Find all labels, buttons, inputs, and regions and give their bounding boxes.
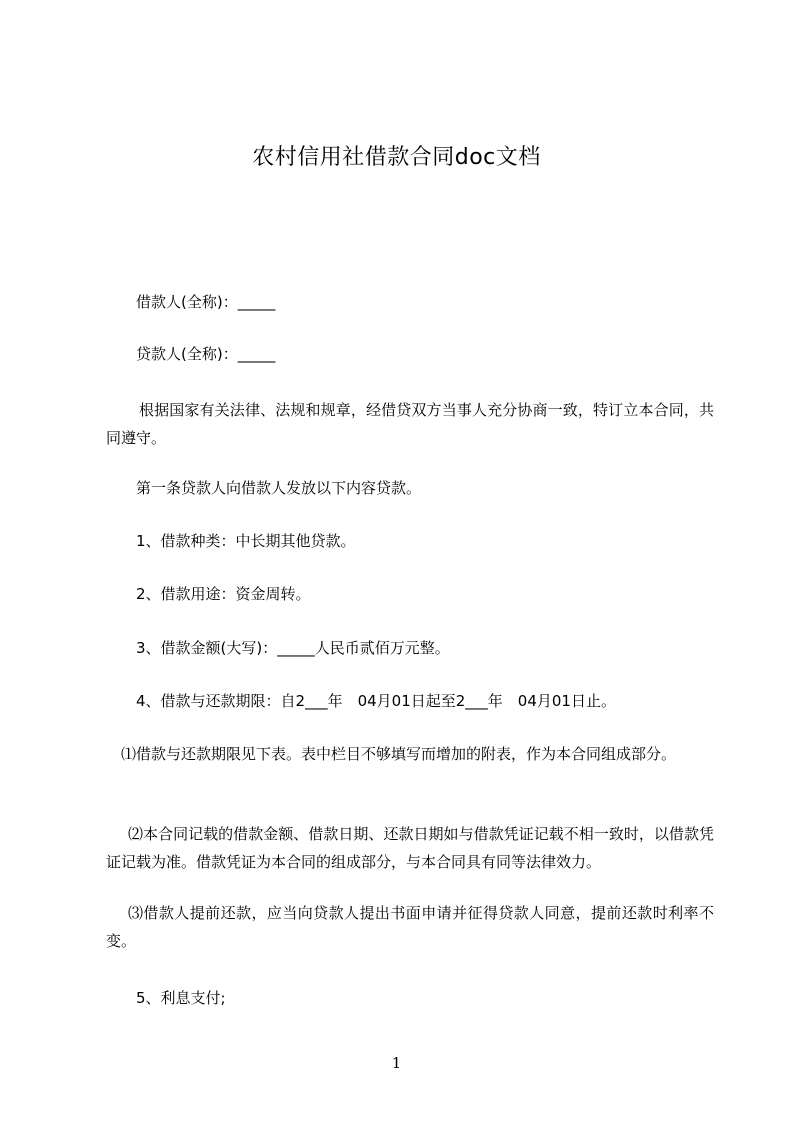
term-subclause-1: ⑴借款与还款期限见下表。表中栏目不够填写而增加的附表，作为本合同组成部分。 xyxy=(121,745,677,763)
interest-payment-item: 5、利息支付; xyxy=(136,989,226,1007)
loan-purpose-item: 2、借款用途：资金周转。 xyxy=(136,585,311,603)
loan-term-item: 4、借款与还款期限：自2___年 04月01日起至2___年 04月01日止。 xyxy=(136,692,616,710)
term-subclause-3: ⑶借款人提前还款，应当向贷款人提出书面申请并征得贷款人同意，提前还款时利率不变。 xyxy=(106,904,714,950)
article-1-heading: 第一条贷款人向借款人发放以下内容贷款。 xyxy=(136,479,422,497)
preamble-paragraph: 根据国家有关法律、法规和规章，经借贷双方当事人充分协商一致，特订立本合同，共同遵守。 xyxy=(106,401,714,447)
loan-type-item: 1、借款种类：中长期其他贷款。 xyxy=(136,532,356,550)
loan-amount-item: 3、借款金额(大写)：_____人民币贰佰万元整。 xyxy=(136,639,450,657)
lender-field: 贷款人(全称)：_____ xyxy=(136,345,276,363)
term-subclause-2: ⑵本合同记载的借款金额、借款日期、还款日期如与借款凭证记载不相一致时，以借款凭证记载为准。借款凭证为本合同的组成部分，与本合同具有同等法律效力。 xyxy=(106,825,714,871)
page-number: 1 xyxy=(391,1054,402,1072)
borrower-field: 借款人(全称)：_____ xyxy=(136,293,276,311)
document-title: 农村信用社借款合同doc文档 xyxy=(252,145,541,170)
